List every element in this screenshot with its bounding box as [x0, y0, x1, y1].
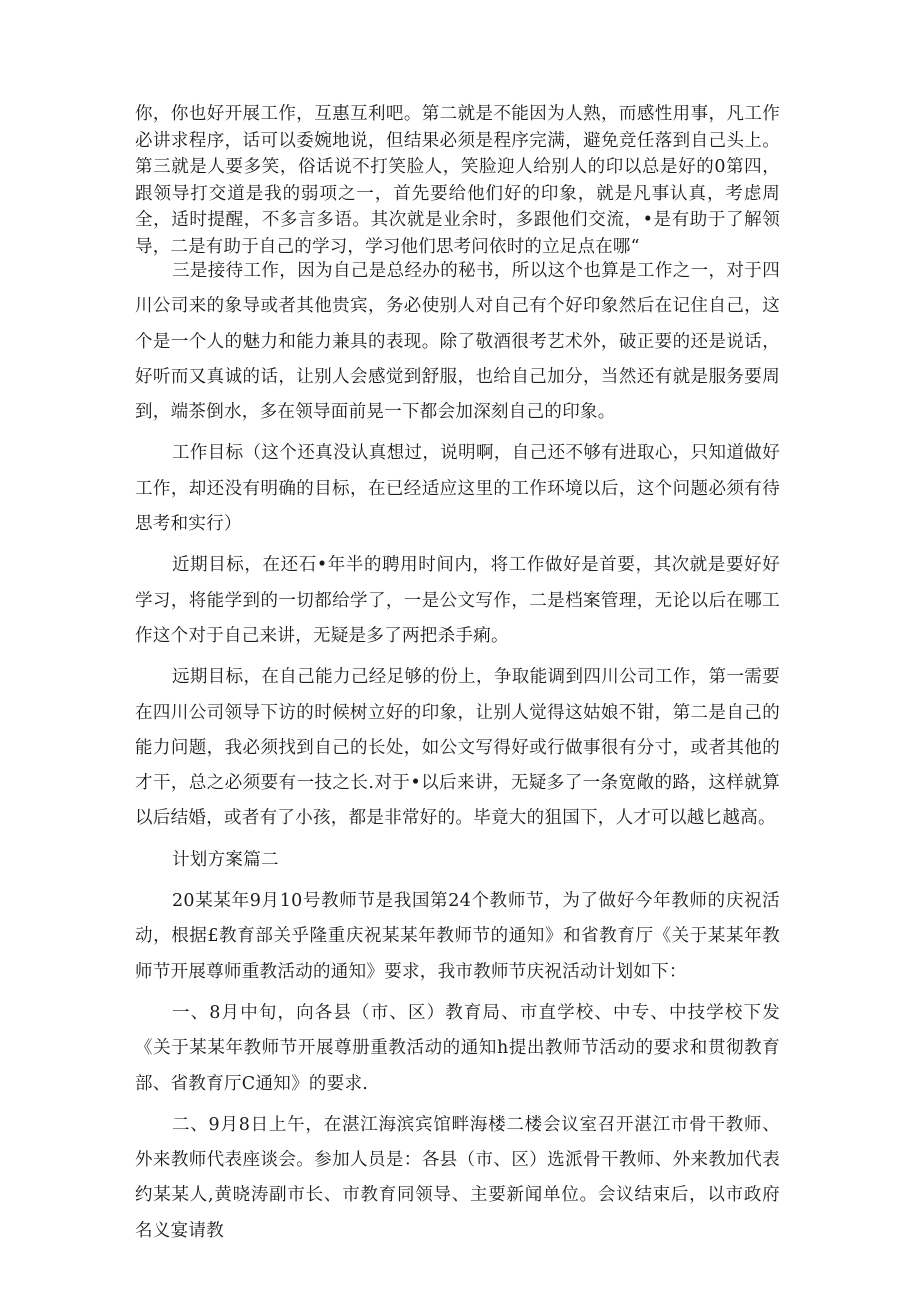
intro-paragraph: 你，你也好开展工作，互惠互利吧。第二就是不能因为人熟，而感性用事，凡工作必讲求程序，话可以委婉地说，但结果必须是程序完满，避免竞任落到自己头上。第三就是人要多笑，俗话说不打笑脸人，笑脸迎人给别人的印以总是好的0第四，跟领导打交道是我的弱项之一，首先要给他们好的印象，就是凡事认真，考虑周全，适时提醒，不多言多语。其次就是业余时，多跟他们交流，•是有助于了解领导，二是有助于自己的学习，学习他们思考问依时的立足点在哪“	[135, 104, 780, 257]
intro-block	[135, 101, 780, 261]
body-block	[135, 254, 780, 1249]
paragraph-reception: 三是接待工作，因为自己是总经办的秘书，所以这个也算是工作之一，对于四川公司来的象导或者其他贵宾，务必使别人对自己有个好印象然后在记住自己，这个是一个人的魅力和能力兼具的表现。除了敬酒很考艺术外，破正要的还是说话，好听而又真诚的话，让别人会感觉到舒服，也给自己加分，当然还有就是服务要周到，端茶倒水，多在领导面前晃一下都会加深刻自己的印象。	[135, 261, 780, 423]
paragraph-long-term-goals: 远期目标，在自己能力己经足够的份上，争取能调到四川公司工作，第一需要在四川公司领导下访的时候树立好的印象，让别人觉得这姑娘不钳，第二是自己的能力问题，我必须找到自己的长处，如公文写得好或行做事很有分寸，或者其他的才干，总之必须要有一技之长.对于•以后来讲，无疑多了一条宽敞的路，这样就算以后结婚，或者有了小孩，都是非常好的。毕竟大的狙国下，人才可以越匕越高。	[135, 667, 780, 829]
paragraph-teachers-day-intro: 20某某年9月10号教师节是我国第24个教师节，为了做好今年教师的庆祝活动，根据£教育部关乎隆重庆祝某某年教师节的通知》和省教育厅《关于某某年教师节开展尊师重教活动的通知》要求，我市教师节庆祝活动计划如下：	[135, 891, 780, 982]
paragraph-work-goals: 工作目标（这个还真没认真想过，说明啊，自己还不够有进取心，只知道做好工作，却还没有明确的目标，在已经适应这里的工作环境以后，这个问题必须有待思考和实行）	[135, 443, 780, 535]
section-heading-plan-two: 计划方案篇二	[172, 849, 279, 870]
paragraph-item-two: 二、9月8日上午，在湛江海滨宾馆畔海楼二楼会议室召开湛江市骨干教师、外来教师代表座谈会。参加人员是：各县（市、区）选派骨干教师、外来教加代表约某某人,黄晓涛副市长、市教育同领导、主要新闻单位。会议结束后，以市政府名义宴请教	[135, 1114, 780, 1241]
paragraph-short-term-goals: 近期目标，在还石•年半的聘用时间内，将工作做好是首要，其次就是要好好学习，将能学到的一切都给学了，一是公文写作，二是档案管理，无论以后在哪工作这个对于自己来讲，无疑是多了两把杀手痢。	[135, 555, 780, 646]
paragraph-item-one: 一、8月中旬，向各县（市、区）教育局、市直学校、中专、中技学校下发《关于某某年教师节开展尊册重教活动的通知h提出教师节活动的要求和贯彻教育部、省教育厅C通知》的要求.	[135, 1002, 780, 1094]
